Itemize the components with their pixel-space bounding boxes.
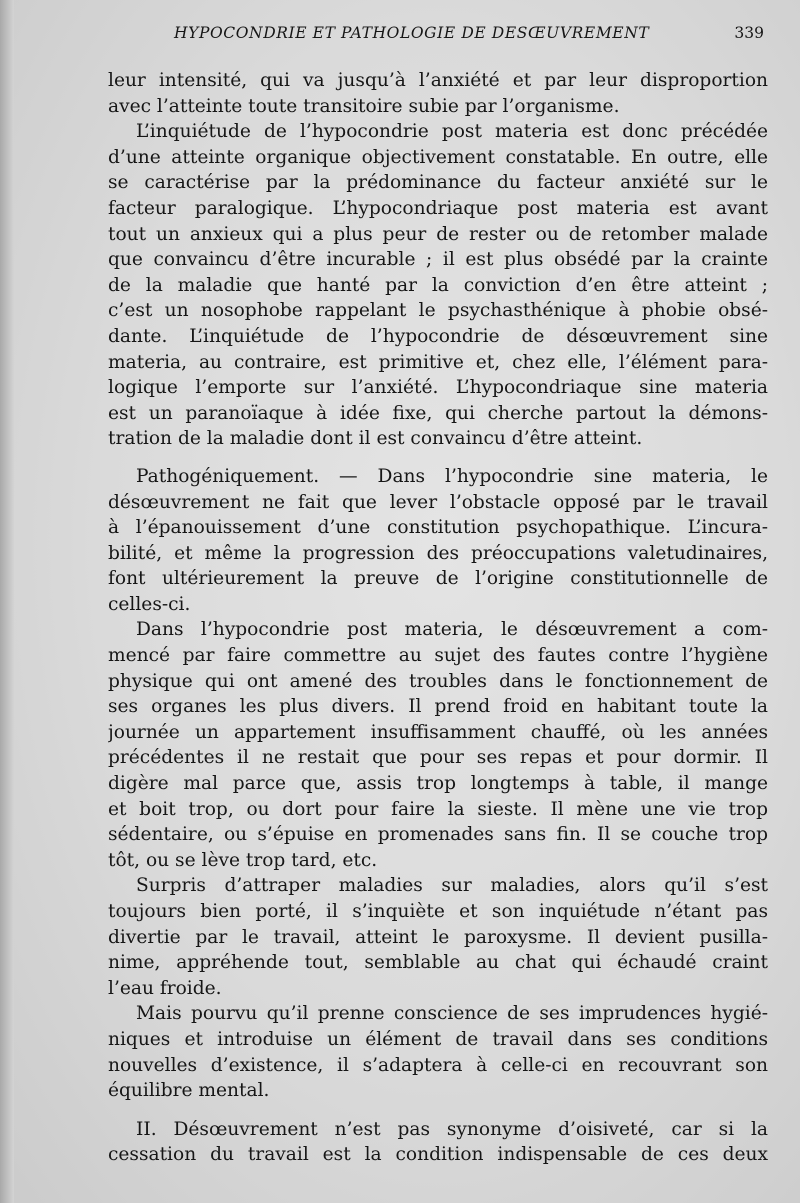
text-line: toujours bien porté, il s’inquiète et son inquiétude n’étant pas — [108, 901, 768, 922]
text-line: précédentes il ne restait que pour ses repas et pour dormir. Il — [108, 747, 768, 769]
text-line: logique l’emporte sur l’anxiété. L’hypocondriaque sine materia — [108, 377, 768, 399]
text-line: tôt, ou se lève trop tard, etc. — [108, 849, 378, 871]
text-line: Pathogéniquement. — Dans l’hypocondrie sine materia, le — [136, 465, 768, 487]
text-line: nouvelles d’existence, il s’adaptera à celle-ci en recouvrant son — [108, 1054, 768, 1076]
text-line: mencé par faire commettre au sujet des fautes contre l’hygiène — [108, 645, 768, 667]
text-line: à l’épanouissement d’une constitution psychopathique. L’incura- — [108, 517, 768, 539]
body-text — [108, 68, 768, 1168]
text-line: sédentaire, ou s’épuise en promenades sans fin. Il se couche trop — [108, 824, 768, 846]
text-line: que convaincu d’être incurable ; il est plus obsédé par la crainte — [108, 249, 768, 271]
text-line: ses organes les plus divers. Il prend froid en habitant toute la — [108, 696, 768, 718]
text-line: physique qui ont amené des troubles dans le fonctionnement de — [108, 670, 768, 692]
running-header-title: HYPOCONDRIE ET PATHOLOGIE DE DESŒUVREMENT — [174, 24, 650, 42]
text-line: facteur paralogique. L’hypocondriaque post materia est avant — [108, 197, 768, 219]
text-line: digère mal parce que, assis trop longtemps à table, il mange — [108, 773, 768, 795]
text-line: l’eau froide. — [108, 977, 222, 999]
text-line: de la maladie que hanté par la conviction d’en être atteint ; — [108, 274, 768, 296]
text-line: dante. L’inquiétude de l’hypocondrie de désœuvrement sine — [108, 325, 768, 347]
text-line: divertie par le travail, atteint le paroxysme. Il devient pusilla- — [108, 926, 768, 948]
text-line: tout un anxieux qui a plus peur de rester ou de retomber malade — [108, 223, 768, 245]
text-line: se caractérise par la prédominance du facteur anxiété sur le — [108, 172, 768, 194]
paragraph-gap — [108, 452, 768, 464]
text-line: c’est un nosophobe rappelant le psychasthénique à phobie obsé- — [108, 300, 768, 322]
text-line: leur intensité, qui va jusqu’à l’anxiété et par leur disproportion — [108, 70, 768, 91]
text-line: Surpris d’attraper maladies sur maladies, alors qu’il s’est — [136, 875, 768, 897]
text-line: est un paranoïaque à idée fixe, qui cherche partout la démons- — [108, 402, 768, 424]
text-line: materia, au contraire, est primitive et, chez elle, l’élément para- — [108, 351, 768, 373]
text-line: désœuvrement ne fait que lever l’obstacle opposé par le travail — [108, 491, 768, 513]
text-line: niques et introduise un élément de travail dans ses conditions — [108, 1028, 768, 1050]
section-gap — [108, 1104, 768, 1117]
binding-edge — [0, 0, 14, 1203]
page-number: 339 — [734, 24, 764, 42]
running-header — [108, 24, 768, 48]
text-line — [108, 119, 768, 145]
text-line: II. Désœuvrement n’est pas synonyme d’oisiveté, car si la — [136, 1118, 768, 1140]
text-line: cessation du travail est la condition indispensable de ces deux — [108, 1144, 768, 1166]
text-line: Mais pourvu qu’il prenne conscience de ses imprudences hygié- — [136, 1003, 768, 1025]
text-run: L’inquiétude de l’hypocondrie post materia est donc précédée — [136, 121, 768, 143]
text-line: bilité, et même la progression des préoccupations valetudinaires, — [108, 542, 768, 564]
text-line: celles-ci. — [108, 593, 191, 615]
text-line: équilibre mental. — [108, 1080, 270, 1102]
text-line: d’une atteinte organique objectivement constatable. En outre, elle — [108, 146, 768, 168]
text-line: et boit trop, ou dort pour faire la sieste. Il mène une vie trop — [108, 798, 768, 820]
text-line: tration de la maladie dont il est convaincu d’être atteint. — [108, 428, 643, 450]
text-line: avec l’atteinte toute transitoire subie par l’organisme. — [108, 95, 620, 117]
text-line: font ultérieurement la preuve de l’origine constitutionnelle de — [108, 568, 768, 590]
text-line: journée un appartement insuffisamment chauffé, où les années — [108, 721, 768, 743]
text-line: Dans l’hypocondrie post materia, le désœuvrement a com- — [136, 619, 768, 641]
text-line: nime, appréhende tout, semblable au chat qui échaudé craint — [108, 952, 768, 974]
